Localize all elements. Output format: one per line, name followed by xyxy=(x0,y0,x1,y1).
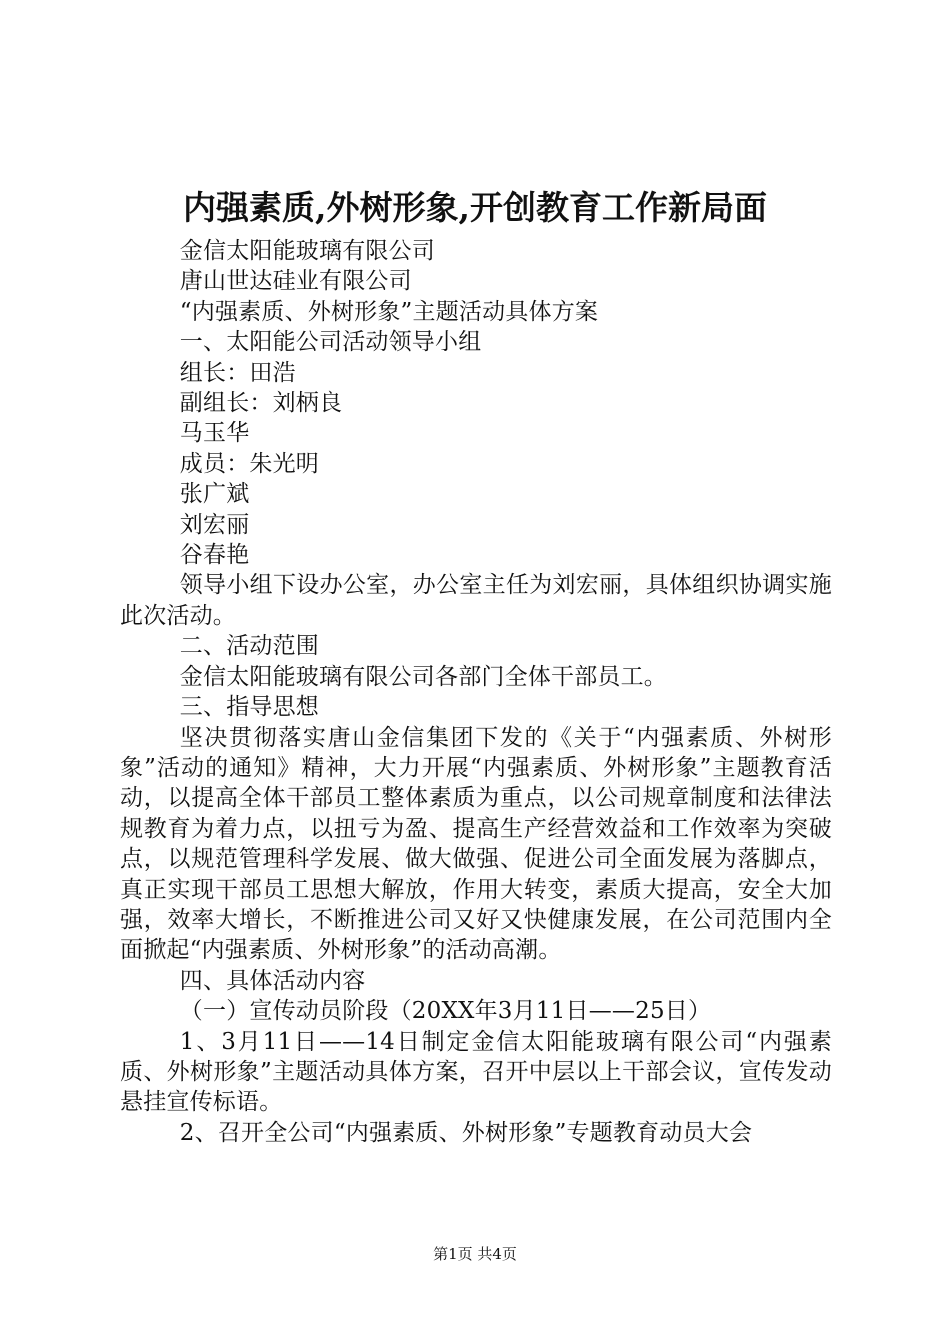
section-heading-1: 一、太阳能公司活动领导小组 xyxy=(179,329,482,356)
paragraph-company-2: 唐山世达硅业有限公司 xyxy=(179,268,412,295)
paragraph-guiding-thought: 坚决贯彻落实唐山金信集团下发的《关于“内强素质、外树形象”活动的通知》精神，大力开展“内强素质、外树形象”主题教育活动，以提高全体干部员工整体素质为重点，以公司规章制度和法律法规教育为着力点，以扭亏为盈、提高生产经营效益和工作效率为突破点，以规范管理科学发展、做大做强、促进公司全面发展为落脚点，真正实现干部员工思想大解放，作用大转变，素质大提高，安全大加强，效率大增长，不断推进公司又好又快健康发展，在公司范围内全面掀起“内强素质、外树形象”的活动高潮。 xyxy=(120,724,832,964)
paragraph-scope: 金信太阳能玻璃有限公司各部门全体干部员工。 xyxy=(179,663,667,690)
paragraph-deputy-leader-2: 马玉华 xyxy=(179,420,250,447)
paragraph-members: 成员：朱光明 xyxy=(179,450,319,477)
section-heading-3: 三、指导思想 xyxy=(179,694,319,721)
document-title: 内强素质,外树形象,开创教育工作新局面 xyxy=(183,188,767,227)
paragraph-member-4: 谷春艳 xyxy=(179,542,250,569)
paragraph-item-1: 1、3月11日——14日制定金信太阳能玻璃有限公司“内强素质、外树形象”主题活动具体方案，召开中层以上干部会议，宣传发动悬挂宣传标语。 xyxy=(120,1028,832,1116)
paragraph-member-3: 刘宏丽 xyxy=(179,511,250,538)
paragraph-company-1: 金信太阳能玻璃有限公司 xyxy=(179,238,435,264)
paragraph-leader: 组长：田浩 xyxy=(179,359,296,386)
paragraph-item-2: 2、召开全公司“内强素质、外树形象”专题教育动员大会 xyxy=(179,1119,753,1146)
section-heading-4: 四、具体活动内容 xyxy=(179,967,366,994)
paragraph-deputy-leader: 副组长：刘柄良 xyxy=(179,390,343,417)
paragraph-office: 领导小组下设办公室，办公室主任为刘宏丽，具体组织协调实施此次活动。 xyxy=(120,572,832,629)
page-number: 第1页 共4页 xyxy=(433,1245,517,1263)
subsection-heading-1: （一）宣传动员阶段（20XX年3月11日——25日） xyxy=(179,998,712,1025)
document-body xyxy=(120,236,832,1148)
paragraph-plan-title: “内强素质、外树形象”主题活动具体方案 xyxy=(179,298,599,325)
paragraph-member-2: 张广斌 xyxy=(179,481,250,508)
section-heading-2: 二、活动范围 xyxy=(179,633,319,660)
